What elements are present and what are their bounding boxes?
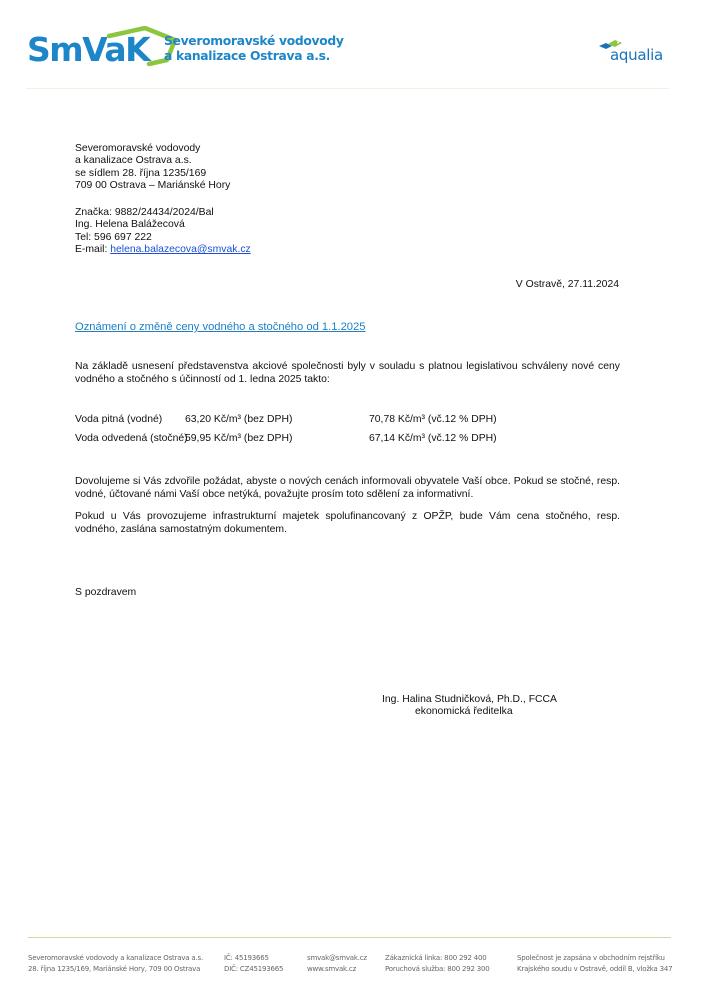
- footer-line: IČ: 45193665: [224, 954, 269, 962]
- contact-name: Ing. Helena Balážecová: [75, 219, 185, 231]
- address-line: Severomoravské vodovody: [75, 143, 201, 154]
- address-line: a kanalizace Ostrava a.s.: [75, 155, 192, 167]
- footer-website[interactable]: www.smvak.cz: [307, 964, 357, 973]
- company-name-line1: Severomoravské vodovody: [164, 34, 344, 48]
- footer-line: Severomoravské vodovody a kanalizace Ostrava a.s.: [28, 954, 203, 962]
- letter-subject: Oznámení o změně ceny vodného a stočného od 1.1.2025: [75, 321, 366, 333]
- signatory-name: Ing. Halina Studničková, Ph.D., FCCA: [382, 694, 557, 705]
- footer-line: 28. října 1235/169, Mariánské Hory, 709 00 Ostrava: [28, 964, 201, 973]
- footer-company-address: [28, 953, 203, 974]
- header-divider: [26, 88, 669, 89]
- letter-date: V Ostravě, 27.11.2024: [515, 279, 619, 290]
- footer-email[interactable]: smvak@smvak.cz: [307, 954, 367, 962]
- aqualia-wordmark: aqualia: [610, 46, 663, 64]
- aqualia-logo: [598, 38, 673, 68]
- price-net: 63,20 Kč/m³ (bez DPH): [185, 414, 293, 425]
- reference-mark: Značka: 9882/24434/2024/Bal: [75, 207, 214, 218]
- info-paragraph: Dovolujeme si Vás zdvořile požádat, abyste o nových cenách informovali obyvatele Vaší obce. Pokud se stočné, resp. vodné, účtované námi Vaší obce netýká, považujte prosím toto sdělení za informativní.: [75, 476, 620, 500]
- footer-line: Zákaznická linka: 800 292 400: [385, 954, 487, 962]
- recipient-address: [75, 143, 230, 193]
- footer-divider: [28, 937, 671, 938]
- company-name-line2: a kanalizace Ostrava a.s.: [164, 49, 330, 63]
- footer-line: Poruchová služba: 800 292 300: [385, 964, 490, 973]
- footer-line: Společnost je zapsána v obchodním rejstříku: [517, 954, 665, 962]
- signature-block: [382, 694, 557, 719]
- greeting: S pozdravem: [75, 587, 137, 598]
- smvak-logo: [27, 26, 167, 70]
- footer-line: DIČ: CZ45193665: [224, 964, 284, 973]
- address-line: se sídlem 28. října 1235/169: [75, 167, 207, 179]
- email-label: E-mail:: [75, 244, 111, 256]
- footer-web-contacts: [307, 953, 367, 974]
- footer-phone-lines: [385, 953, 490, 974]
- price-label: Voda odvedená (stočné): [75, 433, 188, 444]
- logo-wordmark: SmVaK: [27, 30, 150, 69]
- contact-email-row: [75, 244, 251, 256]
- footer-tax-ids: [224, 953, 283, 974]
- price-gross: 70,78 Kč/m³ (vč.12 % DPH): [369, 414, 497, 425]
- price-net: 59,95 Kč/m³ (bez DPH): [185, 433, 293, 444]
- address-line: 709 00 Ostrava – Mariánské Hory: [75, 180, 231, 192]
- price-label: Voda pitná (vodné): [75, 414, 163, 425]
- footer-line: Krajského soudu v Ostravě, oddíl B, vložka 347: [517, 964, 673, 973]
- opzp-paragraph: Pokud u Vás provozujeme infrastrukturní majetek spolufinancovaný z OPŽP, bude Vám cena stočného, resp. vodného, zaslána samostatným dokumentem.: [75, 511, 620, 535]
- intro-paragraph: Na základě usnesení představenstva akciové společnosti byly v souladu s platnou legislativou schváleny nové ceny vodného a stočného s účinností od 1. ledna 2025 takto:: [75, 361, 620, 385]
- contact-phone: Tel: 596 697 222: [75, 231, 152, 243]
- company-name: [164, 34, 344, 64]
- footer-registration: [517, 953, 672, 974]
- reference-block: [75, 207, 251, 257]
- price-gross: 67,14 Kč/m³ (vč.12 % DPH): [369, 433, 497, 444]
- email-link[interactable]: helena.balazecova@smvak.cz: [110, 244, 251, 256]
- signatory-role: ekonomická ředitelka: [415, 706, 513, 718]
